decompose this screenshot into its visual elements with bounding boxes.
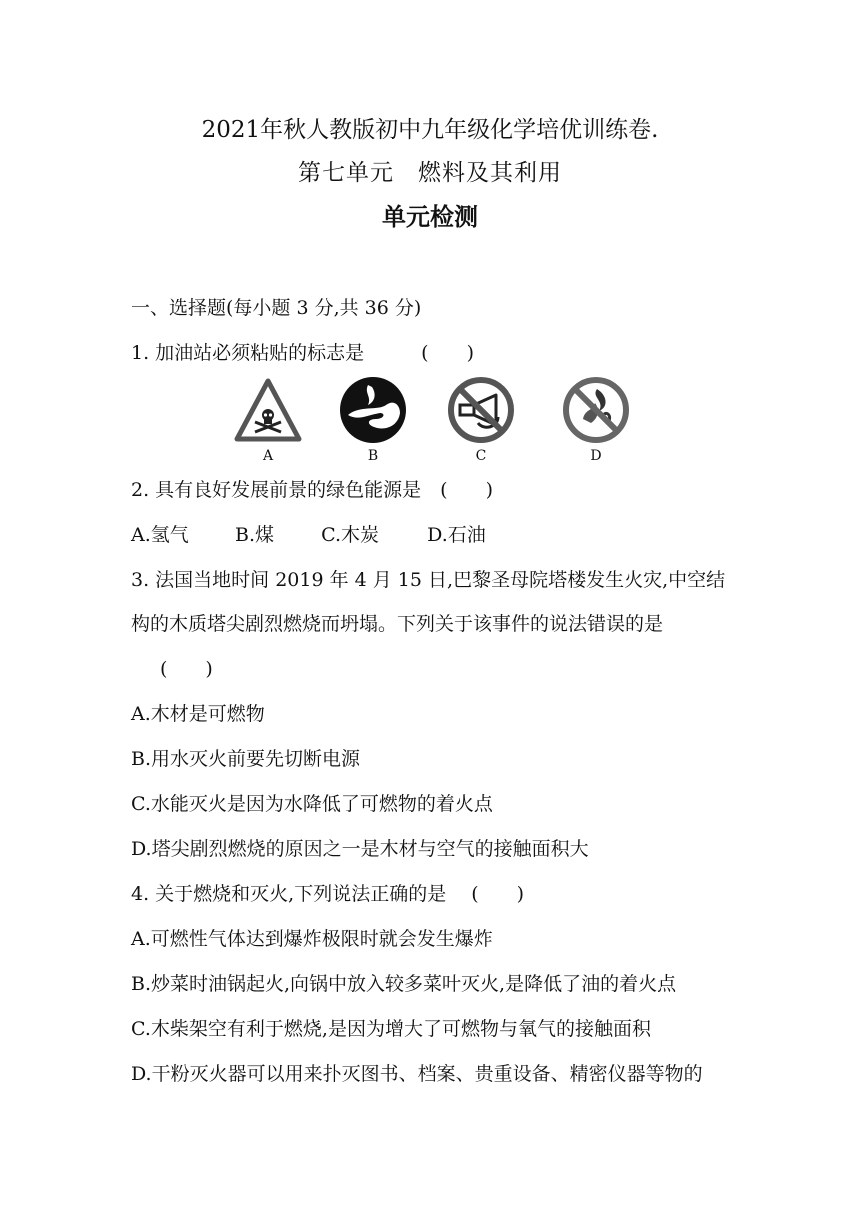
question-3-option-d: D.塔尖剧烈燃烧的原因之一是木材与空气的接触面积大 (131, 838, 589, 860)
question-4-option-c: C.木柴架空有利于燃烧,是因为增大了可燃物与氧气的接触面积 (131, 1018, 651, 1040)
question-2: 2. 具有良好发展前景的绿色能源是 ( ) (131, 479, 493, 501)
sign-b (335, 375, 411, 467)
question-3-option-a: A.木材是可燃物 (131, 703, 265, 725)
sign-d (558, 375, 634, 467)
title-line-3: 单元检测 (382, 203, 478, 231)
sign-label: A (262, 448, 274, 464)
option-a: A.氢气 (131, 524, 189, 546)
question-2-options (131, 521, 486, 549)
sign-c (443, 375, 519, 467)
toxic-warning-triangle-icon (233, 375, 303, 445)
question-1: 1. 加油站必须粘贴的标志是 ( ) (131, 342, 474, 364)
question-3-line-1: 3. 法国当地时间 2019 年 4 月 15 日,巴黎圣母院塔楼发生火灾,中空结 (131, 569, 726, 591)
no-horn-icon (446, 375, 516, 445)
option-b: B.煤 (235, 524, 275, 546)
flammable-circle-icon (338, 375, 408, 445)
no-fire-icon (561, 375, 631, 445)
question-3-option-b: B.用水灭火前要先切断电源 (131, 748, 361, 770)
sign-figure (222, 375, 642, 467)
question-4-option-b: B.炒菜时油锅起火,向锅中放入较多菜叶灭火,是降低了油的着火点 (131, 973, 677, 995)
question-4-option-a: A.可燃性气体达到爆炸极限时就会发生爆炸 (131, 928, 493, 950)
question-3-line-2: 构的木质塔尖剧烈燃烧而坍塌。下列关于该事件的说法错误的是 (131, 613, 664, 635)
sign-label: B (367, 448, 379, 464)
question-3-line-3: ( ) (160, 658, 213, 680)
sign-label: C (475, 448, 487, 464)
question-4-option-d: D.干粉灭火器可以用来扑灭图书、档案、贵重设备、精密仪器等物的 (131, 1063, 703, 1085)
sign-a (230, 375, 306, 467)
section-heading: 一、选择题(每小题 3 分,共 36 分) (131, 297, 422, 319)
option-c: C.木炭 (321, 524, 379, 546)
question-4: 4. 关于燃烧和灭火,下列说法正确的是 ( ) (131, 883, 525, 905)
title-line-1: 2021年秋人教版初中九年级化学培优训练卷. (201, 117, 659, 143)
option-d: D.石油 (427, 524, 486, 546)
title-line-2: 第七单元 燃料及其利用 (298, 160, 562, 186)
sign-label: D (590, 448, 602, 464)
question-3-option-c: C.水能灭火是因为水降低了可燃物的着火点 (131, 793, 493, 815)
